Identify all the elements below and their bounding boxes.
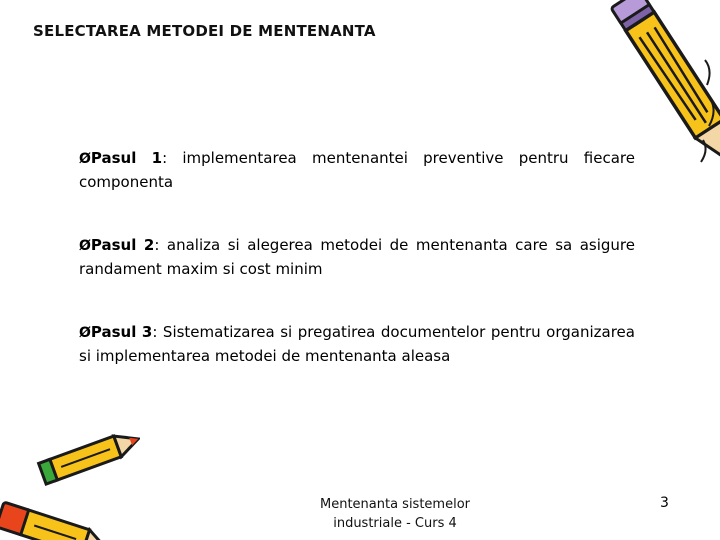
step-number: 2 (143, 236, 155, 254)
footer-line-1: Mentenanta sistemelor (319, 497, 470, 512)
step-2 (79, 234, 635, 281)
step-text: : Sistematizarea si pregatirea documentelor pentru organizarea si implementarea metodei de mentenanta aleasa (79, 323, 635, 365)
step-label: Pasul (90, 236, 137, 254)
slide-title: SELECTAREA METODEI DE MENTENANTA (33, 22, 376, 40)
pencils-icon (0, 430, 140, 540)
step-1 (79, 147, 635, 194)
step-label: Pasul (90, 149, 137, 167)
step-label: Pasul (90, 323, 137, 341)
arrow-bullet-icon: Ø (79, 151, 91, 167)
step-number: 3 (141, 323, 153, 341)
slide-footer (300, 495, 490, 533)
arrow-bullet-icon: Ø (79, 325, 91, 341)
arrow-bullet-icon: Ø (79, 238, 91, 254)
step-text: : implementarea mentenantei preventive pentru fiecare componenta (79, 149, 635, 191)
step-text: : analiza si alegerea metodei de mentenanta care sa asigure randament maxim si cost minim (79, 236, 635, 278)
steps-list (79, 147, 635, 368)
step-number: 1 (151, 149, 163, 167)
page-number: 3 (660, 495, 669, 511)
step-3 (79, 321, 635, 368)
footer-line-2: industriale - Curs 4 (333, 516, 457, 531)
